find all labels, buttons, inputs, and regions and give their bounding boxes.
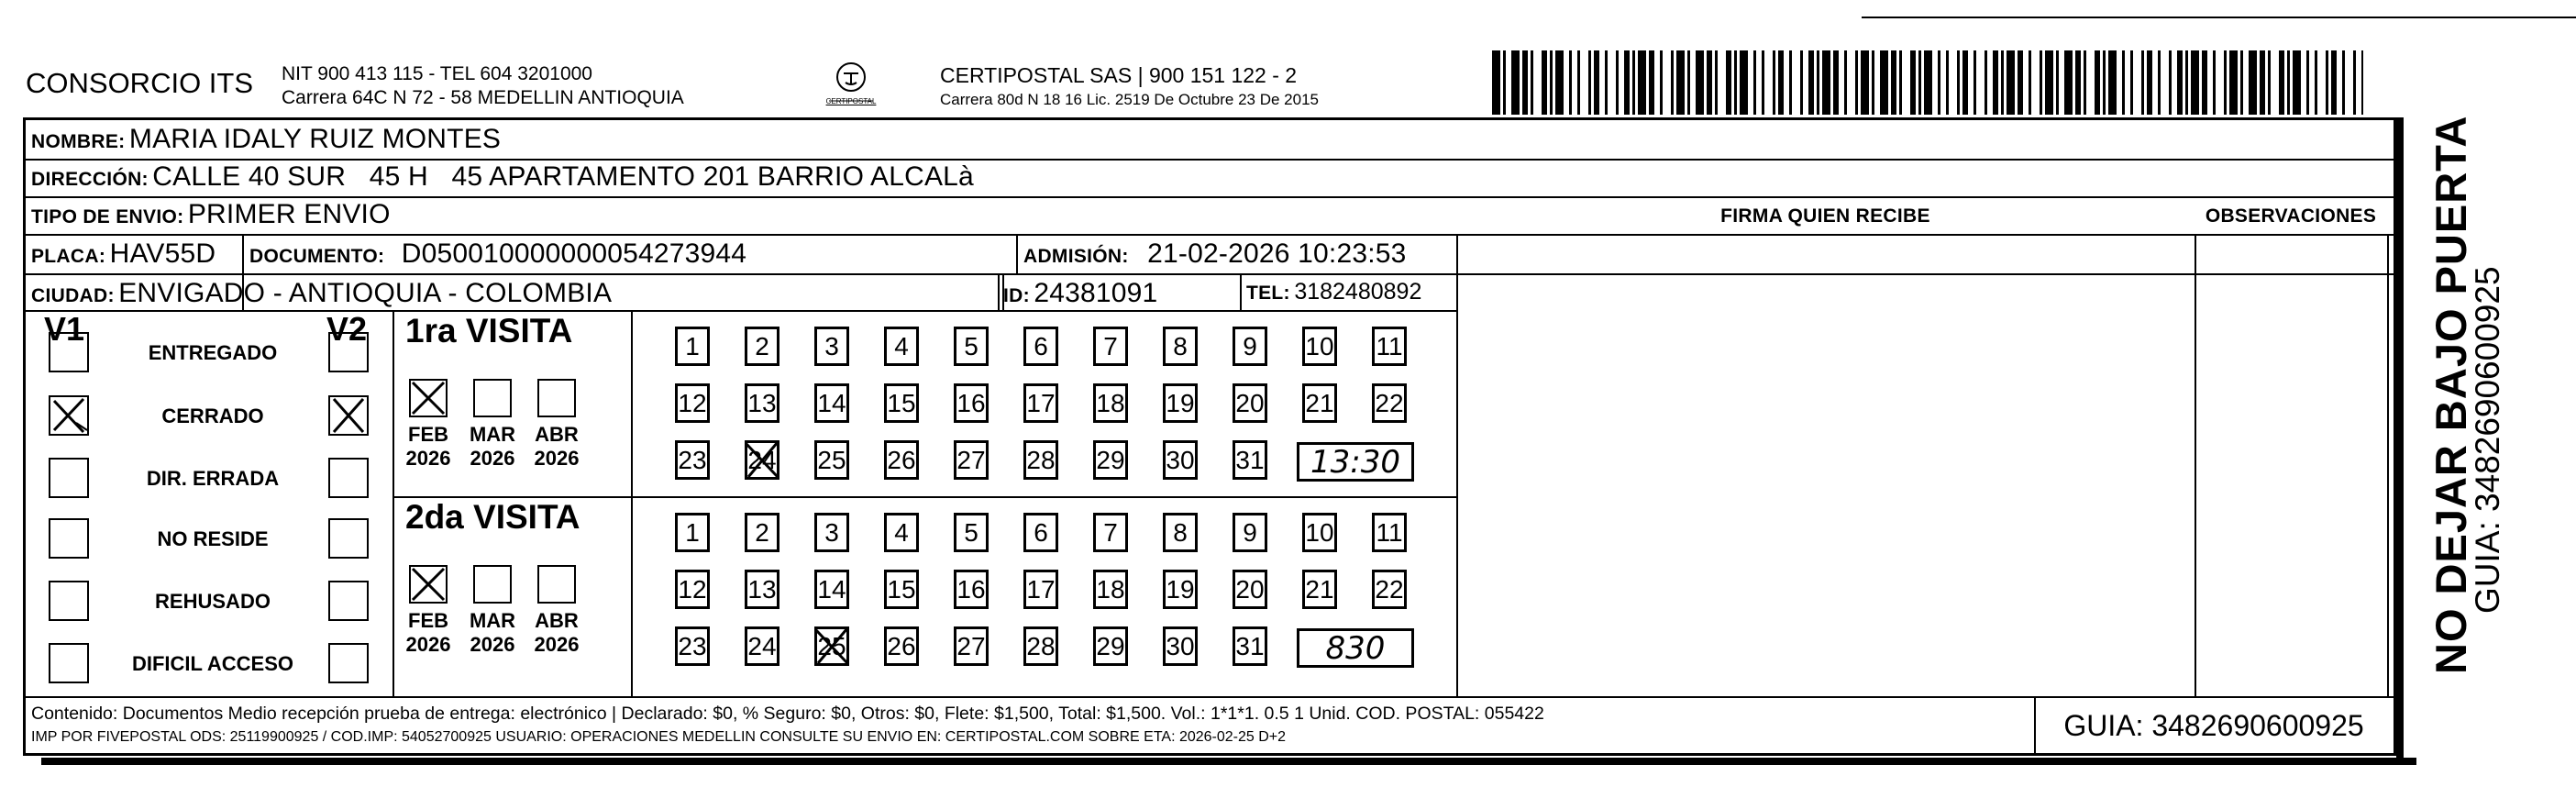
day-number: 7 — [1103, 518, 1118, 547]
day-box[interactable] — [954, 626, 989, 666]
day-box[interactable] — [884, 570, 919, 609]
visit-title: 1ra VISITA — [405, 312, 573, 349]
day-box[interactable] — [1023, 327, 1058, 366]
day-number: 17 — [1026, 389, 1056, 417]
month-year: 2026 — [470, 447, 515, 470]
id-value: 24381091 — [1034, 278, 1158, 308]
day-number: 3 — [824, 332, 839, 360]
day-number: 3 — [824, 518, 839, 547]
month-checkbox[interactable] — [537, 379, 576, 417]
ciudad-value: ENVIGADO - ANTIOQUIA - COLOMBIA — [118, 278, 613, 308]
day-box[interactable] — [884, 513, 919, 552]
barcode-graphic — [1492, 50, 2366, 115]
day-box[interactable] — [675, 513, 710, 552]
day-box[interactable] — [745, 570, 779, 609]
day-number: 11 — [1376, 332, 1403, 360]
day-box[interactable] — [954, 513, 989, 552]
visit-title: 2da VISITA — [405, 498, 580, 536]
day-box[interactable] — [745, 440, 779, 480]
day-box[interactable] — [1372, 570, 1407, 609]
time-box[interactable] — [1297, 628, 1414, 668]
day-number: 10 — [1305, 518, 1334, 547]
day-number: 5 — [964, 332, 978, 360]
day-box[interactable] — [1023, 626, 1058, 666]
month-name: MAR — [469, 609, 516, 632]
x-mark-icon — [328, 395, 369, 436]
day-box[interactable] — [1302, 570, 1337, 609]
day-box[interactable] — [745, 327, 779, 366]
day-number: 26 — [887, 632, 916, 660]
day-box[interactable] — [1093, 513, 1128, 552]
day-number: 17 — [1026, 575, 1056, 604]
day-number: 8 — [1173, 518, 1188, 547]
day-box[interactable] — [1302, 383, 1337, 423]
day-number: 28 — [1026, 632, 1056, 660]
day-box[interactable] — [1093, 570, 1128, 609]
month-checkbox[interactable] — [473, 565, 512, 604]
carrier-line-2: Carrera 80d N 18 16 Lic. 2519 De Octubre 23 De 2015 — [940, 91, 1319, 108]
day-box[interactable] — [1302, 327, 1337, 366]
day-box[interactable] — [814, 626, 849, 666]
footer-line-2: IMP POR FIVEPOSTAL ODS: 25119900925 / COD.IMP: 54052700925 USUARIO: OPERACIONES MEDELLIN CONSULTE SU ENVIO EN: CERTIPOSTAL.COM SOBRE ETA: 2026-02-25 D+2 — [31, 729, 1287, 745]
side-guia: GUIA: 3482690600925 — [2469, 266, 2506, 614]
month-checkbox[interactable] — [409, 379, 448, 417]
x-mark-icon — [409, 379, 448, 417]
day-number: 30 — [1166, 632, 1195, 660]
logo-caption: CERTIPOSTAL — [825, 97, 877, 105]
month-year: 2026 — [534, 633, 580, 656]
time-value: 13:30 — [1310, 444, 1400, 481]
month-label — [464, 423, 521, 471]
day-box[interactable] — [1163, 383, 1198, 423]
documento-row — [249, 238, 746, 270]
v1-checkbox[interactable] — [49, 581, 89, 621]
x-mark-icon — [49, 395, 89, 436]
id-row — [1003, 278, 1157, 309]
day-box[interactable] — [954, 327, 989, 366]
top-rule — [1862, 17, 2576, 18]
v2-checkbox[interactable] — [328, 395, 369, 436]
documento-label: DOCUMENTO: — [249, 246, 385, 267]
month-year: 2026 — [470, 633, 515, 656]
day-box[interactable] — [1372, 383, 1407, 423]
day-box[interactable] — [884, 626, 919, 666]
admision-value: 21-02-2026 10:23:53 — [1147, 238, 1407, 269]
tipo-value: PRIMER ENVIO — [187, 199, 391, 229]
tipo-row — [31, 199, 391, 230]
placa-value: HAV55D — [109, 238, 216, 269]
v1-checkbox[interactable] — [49, 518, 89, 559]
day-box[interactable] — [1233, 570, 1267, 609]
day-box[interactable] — [1163, 440, 1198, 480]
v1-checkbox[interactable] — [49, 643, 89, 683]
day-box[interactable] — [1372, 513, 1407, 552]
day-number: 22 — [1375, 389, 1404, 417]
v2-checkbox[interactable] — [328, 643, 369, 683]
company-name: CONSORCIO ITS — [26, 67, 254, 99]
month-year: 2026 — [405, 633, 451, 656]
nombre-row — [31, 124, 501, 155]
bottom-rule — [41, 758, 2416, 765]
day-box[interactable] — [675, 383, 710, 423]
tel-value: 3182480892 — [1294, 279, 1422, 305]
day-number: 30 — [1166, 446, 1195, 474]
day-number: 29 — [1096, 446, 1125, 474]
day-box[interactable] — [745, 513, 779, 552]
day-number: 25 — [817, 446, 846, 474]
month-name: ABR — [535, 609, 579, 632]
day-number: 31 — [1235, 446, 1265, 474]
observaciones-header: OBSERVACIONES — [2205, 205, 2377, 227]
day-number: 13 — [747, 575, 777, 604]
firma-header: FIRMA QUIEN RECIBE — [1720, 205, 1930, 227]
day-box[interactable] — [1302, 513, 1337, 552]
day-number: 21 — [1305, 575, 1334, 604]
status-option-label: ENTREGADO — [148, 341, 278, 364]
day-number: 22 — [1375, 575, 1404, 604]
day-number: 27 — [956, 446, 986, 474]
day-number: 28 — [1026, 446, 1056, 474]
day-box[interactable] — [1093, 383, 1128, 423]
x-mark-icon — [409, 565, 448, 604]
day-box[interactable] — [1023, 383, 1058, 423]
company-line-2: Carrera 64C N 72 - 58 MEDELLIN ANTIOQUIA — [282, 87, 684, 108]
day-number: 6 — [1034, 518, 1048, 547]
day-box[interactable] — [884, 440, 919, 480]
id-label: ID: — [1003, 285, 1030, 306]
day-box[interactable] — [954, 570, 989, 609]
day-box[interactable] — [814, 383, 849, 423]
day-number: 21 — [1305, 389, 1334, 417]
day-number: 18 — [1096, 575, 1125, 604]
day-number: 9 — [1243, 332, 1257, 360]
day-box[interactable] — [675, 440, 710, 480]
day-number: 24 — [747, 446, 777, 474]
day-number: 7 — [1103, 332, 1118, 360]
day-box[interactable] — [745, 383, 779, 423]
month-checkbox[interactable] — [409, 565, 448, 604]
placa-row — [31, 238, 216, 270]
day-number: 20 — [1235, 575, 1265, 604]
day-box[interactable] — [1233, 327, 1267, 366]
day-number: 12 — [678, 389, 707, 417]
day-box[interactable] — [745, 626, 779, 666]
status-option-label: REHUSADO — [155, 590, 271, 613]
day-box[interactable] — [1093, 440, 1128, 480]
day-box[interactable] — [1163, 513, 1198, 552]
day-box[interactable] — [1163, 327, 1198, 366]
day-number: 2 — [755, 518, 769, 547]
tipo-label: TIPO DE ENVIO: — [31, 206, 184, 227]
day-box[interactable] — [1233, 513, 1267, 552]
day-box[interactable] — [814, 440, 849, 480]
day-box[interactable] — [1233, 440, 1267, 480]
day-number: 16 — [956, 575, 986, 604]
day-number: 11 — [1376, 518, 1403, 547]
day-number: 16 — [956, 389, 986, 417]
v2-checkbox[interactable] — [328, 458, 369, 498]
documento-value: D050010000000054273944 — [401, 238, 747, 269]
v2-checkbox[interactable] — [328, 332, 369, 372]
admision-row — [1023, 238, 1407, 270]
nombre-label: NOMBRE: — [31, 131, 126, 152]
direccion-row — [31, 161, 974, 193]
day-box[interactable] — [1163, 626, 1198, 666]
day-number: 14 — [817, 389, 846, 417]
day-box[interactable] — [675, 626, 710, 666]
month-label — [528, 423, 585, 471]
day-number: 4 — [894, 518, 909, 547]
day-box[interactable] — [675, 570, 710, 609]
direccion-label: DIRECCIÓN: — [31, 169, 149, 190]
day-number: 10 — [1305, 332, 1334, 360]
day-number: 6 — [1034, 332, 1048, 360]
day-box[interactable] — [1233, 383, 1267, 423]
footer-line-1: Contenido: Documentos Medio recepción prueba de entrega: electrónico | Declarado: $0, % Seguro: $0, Otros: $0, Flete: $1,500, Total: $1,500. Vol.: 1*1*1. 0.5 1 Unid. COD. POSTAL: 055422 — [31, 704, 1544, 724]
day-box[interactable] — [1093, 327, 1128, 366]
day-box[interactable] — [814, 327, 849, 366]
month-name: ABR — [535, 423, 579, 446]
month-year: 2026 — [405, 447, 451, 470]
day-number: 31 — [1235, 632, 1265, 660]
day-number: 9 — [1243, 518, 1257, 547]
placa-label: PLACA: — [31, 246, 106, 267]
day-number: 5 — [964, 518, 978, 547]
ciudad-row — [31, 278, 612, 309]
day-number: 15 — [887, 389, 916, 417]
day-number: 8 — [1173, 332, 1188, 360]
carrier-line-1: CERTIPOSTAL SAS | 900 151 122 - 2 — [940, 63, 1298, 87]
no-dejar-bajo-puerta: NO DEJAR BAJO PUERTA — [2427, 115, 2475, 674]
side-rule — [2396, 117, 2404, 765]
v2-label: V2 — [326, 310, 368, 348]
month-name: MAR — [469, 423, 516, 446]
day-box[interactable] — [1372, 327, 1407, 366]
day-number: 12 — [678, 575, 707, 604]
tel-label: TEL: — [1246, 283, 1290, 304]
month-checkbox[interactable] — [473, 379, 512, 417]
v1-checkbox[interactable] — [49, 458, 89, 498]
day-box[interactable] — [954, 440, 989, 480]
footer-guia: GUIA: 3482690600925 — [2063, 709, 2364, 742]
v2-checkbox[interactable] — [328, 581, 369, 621]
day-box[interactable] — [814, 570, 849, 609]
month-label — [400, 609, 457, 657]
day-box[interactable] — [884, 327, 919, 366]
month-checkbox[interactable] — [537, 565, 576, 604]
v1-label: V1 — [44, 310, 85, 348]
day-number: 14 — [817, 575, 846, 604]
day-number: 25 — [817, 632, 846, 660]
month-label — [400, 423, 457, 471]
day-number: 23 — [678, 446, 707, 474]
side-text — [2426, 50, 2507, 674]
day-box[interactable] — [1233, 626, 1267, 666]
status-option-label: DIFICIL ACCESO — [131, 652, 293, 675]
day-box[interactable] — [675, 327, 710, 366]
time-value: 830 — [1325, 630, 1386, 667]
company-line-1: NIT 900 413 115 - TEL 604 3201000 — [282, 63, 592, 84]
ciudad-label: CIUDAD: — [31, 285, 115, 306]
day-number: 20 — [1235, 389, 1265, 417]
day-number: 26 — [887, 446, 916, 474]
barcode — [1492, 50, 2366, 115]
month-name: FEB — [408, 609, 448, 632]
day-number: 4 — [894, 332, 909, 360]
month-name: FEB — [408, 423, 448, 446]
day-box[interactable] — [1163, 570, 1198, 609]
delivery-form — [23, 117, 2396, 756]
day-box[interactable] — [1093, 626, 1128, 666]
day-number: 19 — [1166, 389, 1195, 417]
status-option-label: NO RESIDE — [157, 527, 269, 550]
month-label — [464, 609, 521, 657]
day-number: 24 — [747, 632, 777, 660]
day-number: 23 — [678, 632, 707, 660]
month-year: 2026 — [534, 447, 580, 470]
admision-label: ADMISIÓN: — [1023, 246, 1129, 267]
day-number: 29 — [1096, 632, 1125, 660]
month-label — [528, 609, 585, 657]
nombre-value: MARIA IDALY RUIZ MONTES — [128, 124, 502, 154]
day-number: 19 — [1166, 575, 1195, 604]
day-number: 2 — [755, 332, 769, 360]
tel-row — [1246, 279, 1421, 305]
time-box[interactable] — [1297, 442, 1414, 482]
day-box[interactable] — [1023, 513, 1058, 552]
day-box[interactable] — [814, 513, 849, 552]
day-box[interactable] — [954, 383, 989, 423]
day-number: 15 — [887, 575, 916, 604]
day-number: 13 — [747, 389, 777, 417]
day-number: 1 — [685, 332, 700, 360]
day-number: 1 — [685, 518, 700, 547]
direccion-value: CALLE 40 SUR 45 H 45 APARTAMENTO 201 BARRIO ALCALà — [152, 161, 974, 192]
day-box[interactable] — [884, 383, 919, 423]
day-box[interactable] — [1023, 440, 1058, 480]
day-number: 18 — [1096, 389, 1125, 417]
status-option-label: DIR. ERRADA — [146, 467, 280, 490]
v1-checkbox[interactable] — [49, 395, 89, 436]
day-box[interactable] — [1023, 570, 1058, 609]
v1-checkbox[interactable] — [49, 332, 89, 372]
day-number: 27 — [956, 632, 986, 660]
status-option-label: CERRADO — [161, 405, 264, 427]
v2-checkbox[interactable] — [328, 518, 369, 559]
